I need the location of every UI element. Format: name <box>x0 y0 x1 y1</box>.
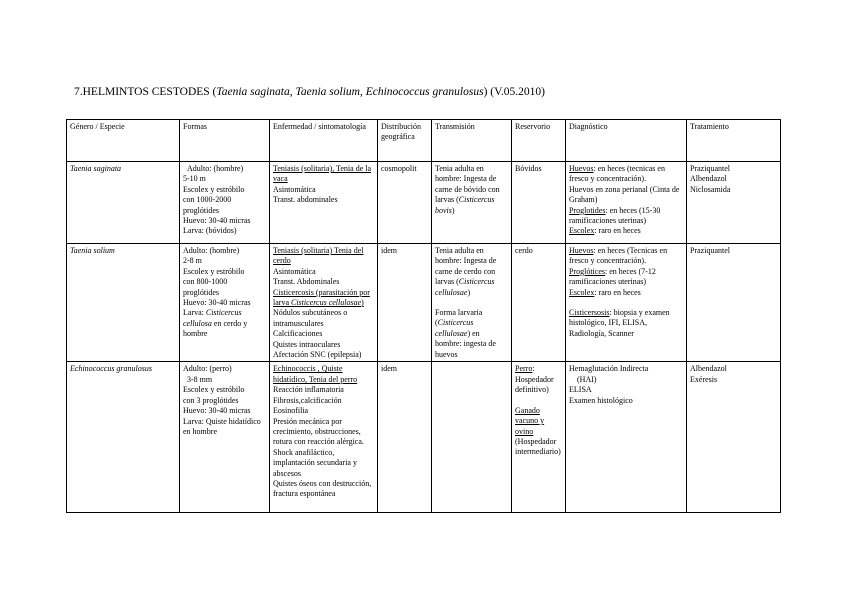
cell-enfermedad: Teniasis (solitaria) Tenia del cerdo Asintomática Transt. Abdominales Cisticercosis (parasitación por larva Cisticercus cellulosae) Nódulos subcutáneos o intramusculares Calcificaciones Quistes intraoculares Afectación SNC (epilepsia) <box>270 244 378 362</box>
cell-genero: Taenia saginata <box>67 162 180 244</box>
cell-distribucion: idem <box>378 244 432 362</box>
header-diagnostico: Diagnóstico <box>566 120 687 162</box>
cell-diagnostico: Hemaglutación Indirecta (HAI) ELISA Examen histológico <box>566 362 687 513</box>
cell-formas: Adulto: (hombre) 2-8 m Escolex y estróbilo con 800-1000 proglótides Huevo: 30-40 micras Larva: Cisticercus cellulosa en cerdo y hombre <box>180 244 270 362</box>
cell-reservorio: Bóvidos <box>512 162 566 244</box>
cell-transmision: Tenia adulta en hombre: Ingesta de carne de cerdo con larvas (Cisticercus cellulosae) Forma larvaria (Cisticercus cellulosae) en hombre: ingesta de huevos <box>432 244 512 362</box>
table-row <box>67 162 781 244</box>
header-reservorio: Reservorio <box>512 120 566 162</box>
table-row <box>67 362 781 513</box>
header-enfermedad: Enfermedad / sintomatología <box>270 120 378 162</box>
cestodes-table <box>66 119 781 513</box>
page-title: 7.HELMINTOS CESTODES (Taenia saginata, Taenia solium, Echinococcus granulosus) (V.05.2010) <box>74 86 545 98</box>
header-transmision: Transmisión <box>432 120 512 162</box>
header-row <box>67 120 781 162</box>
cell-enfermedad: Teniasis (solitaria), Tenia de la vaca Asintomática Transt. abdominales <box>270 162 378 244</box>
cell-formas: Adulto: (hombre) 5-10 m Escolex y estróbilo con 1000-2000 proglótides Huevo: 30-40 micras Larva: (bóvidos) <box>180 162 270 244</box>
cell-distribucion: cosmopolit <box>378 162 432 244</box>
cell-diagnostico: Huevos: en heces (Tecnicas en fresco y concentración). Proglótices: en heces (7-12 ramificaciones uterinas) Escolex: raro en heces Cisticersosis: biopsia y examen histológico, IFI, ELISA, Radiología, Scanner <box>566 244 687 362</box>
table-row <box>67 244 781 362</box>
cell-distribucion: idem <box>378 362 432 513</box>
cell-genero: Echinococcus granulosus <box>67 362 180 513</box>
header-formas: Formas <box>180 120 270 162</box>
cell-reservorio: Perro: Hospedador definitivo) Ganado vacuno y ovino (Hospedador intermediario) <box>512 362 566 513</box>
cell-diagnostico: Huevos: en heces (tecnicas en fresco y concentración). Huevos en zona perianal (Cinta de Graham) Proglotides: en heces (15-30 ramificaciones uterinas) Escolex: raro en heces <box>566 162 687 244</box>
cell-transmision: Tenia adulta en hombre: Ingesta de carne de bóvido con larvas (Cisticercus bovis) <box>432 162 512 244</box>
cell-genero: Taenia solium <box>67 244 180 362</box>
cell-tratamiento: Albendazol Exéresis <box>687 362 781 513</box>
cell-enfermedad: Echinococcis , Quiste hidatídico, Tenia del perro Reacción inflamatoria Fibrosis,calcificación Eosinofilia Presión mecánica por crecimiento, obstrucciones, rotura con reacción alérgica. Shock anafiláctico, implantación secundaria y abscesos Quistes óseos con destrucción, fractura espontánea <box>270 362 378 513</box>
cell-formas: Adulto: (perro) 3-8 mm Escolex y estróbilo con 3 proglótides Huevo: 30-40 micras Larva: Quiste hidatídico en hombre <box>180 362 270 513</box>
header-tratamiento: Tratamiento <box>687 120 781 162</box>
cell-tratamiento: Praziquantel Albendazol Niclosamida <box>687 162 781 244</box>
header-genero: Género / Especie <box>67 120 180 162</box>
cell-tratamiento: Praziquantel <box>687 244 781 362</box>
header-distribucion: Distribución geográfica <box>378 120 432 162</box>
cell-reservorio: cerdo <box>512 244 566 362</box>
cell-transmision <box>432 362 512 513</box>
